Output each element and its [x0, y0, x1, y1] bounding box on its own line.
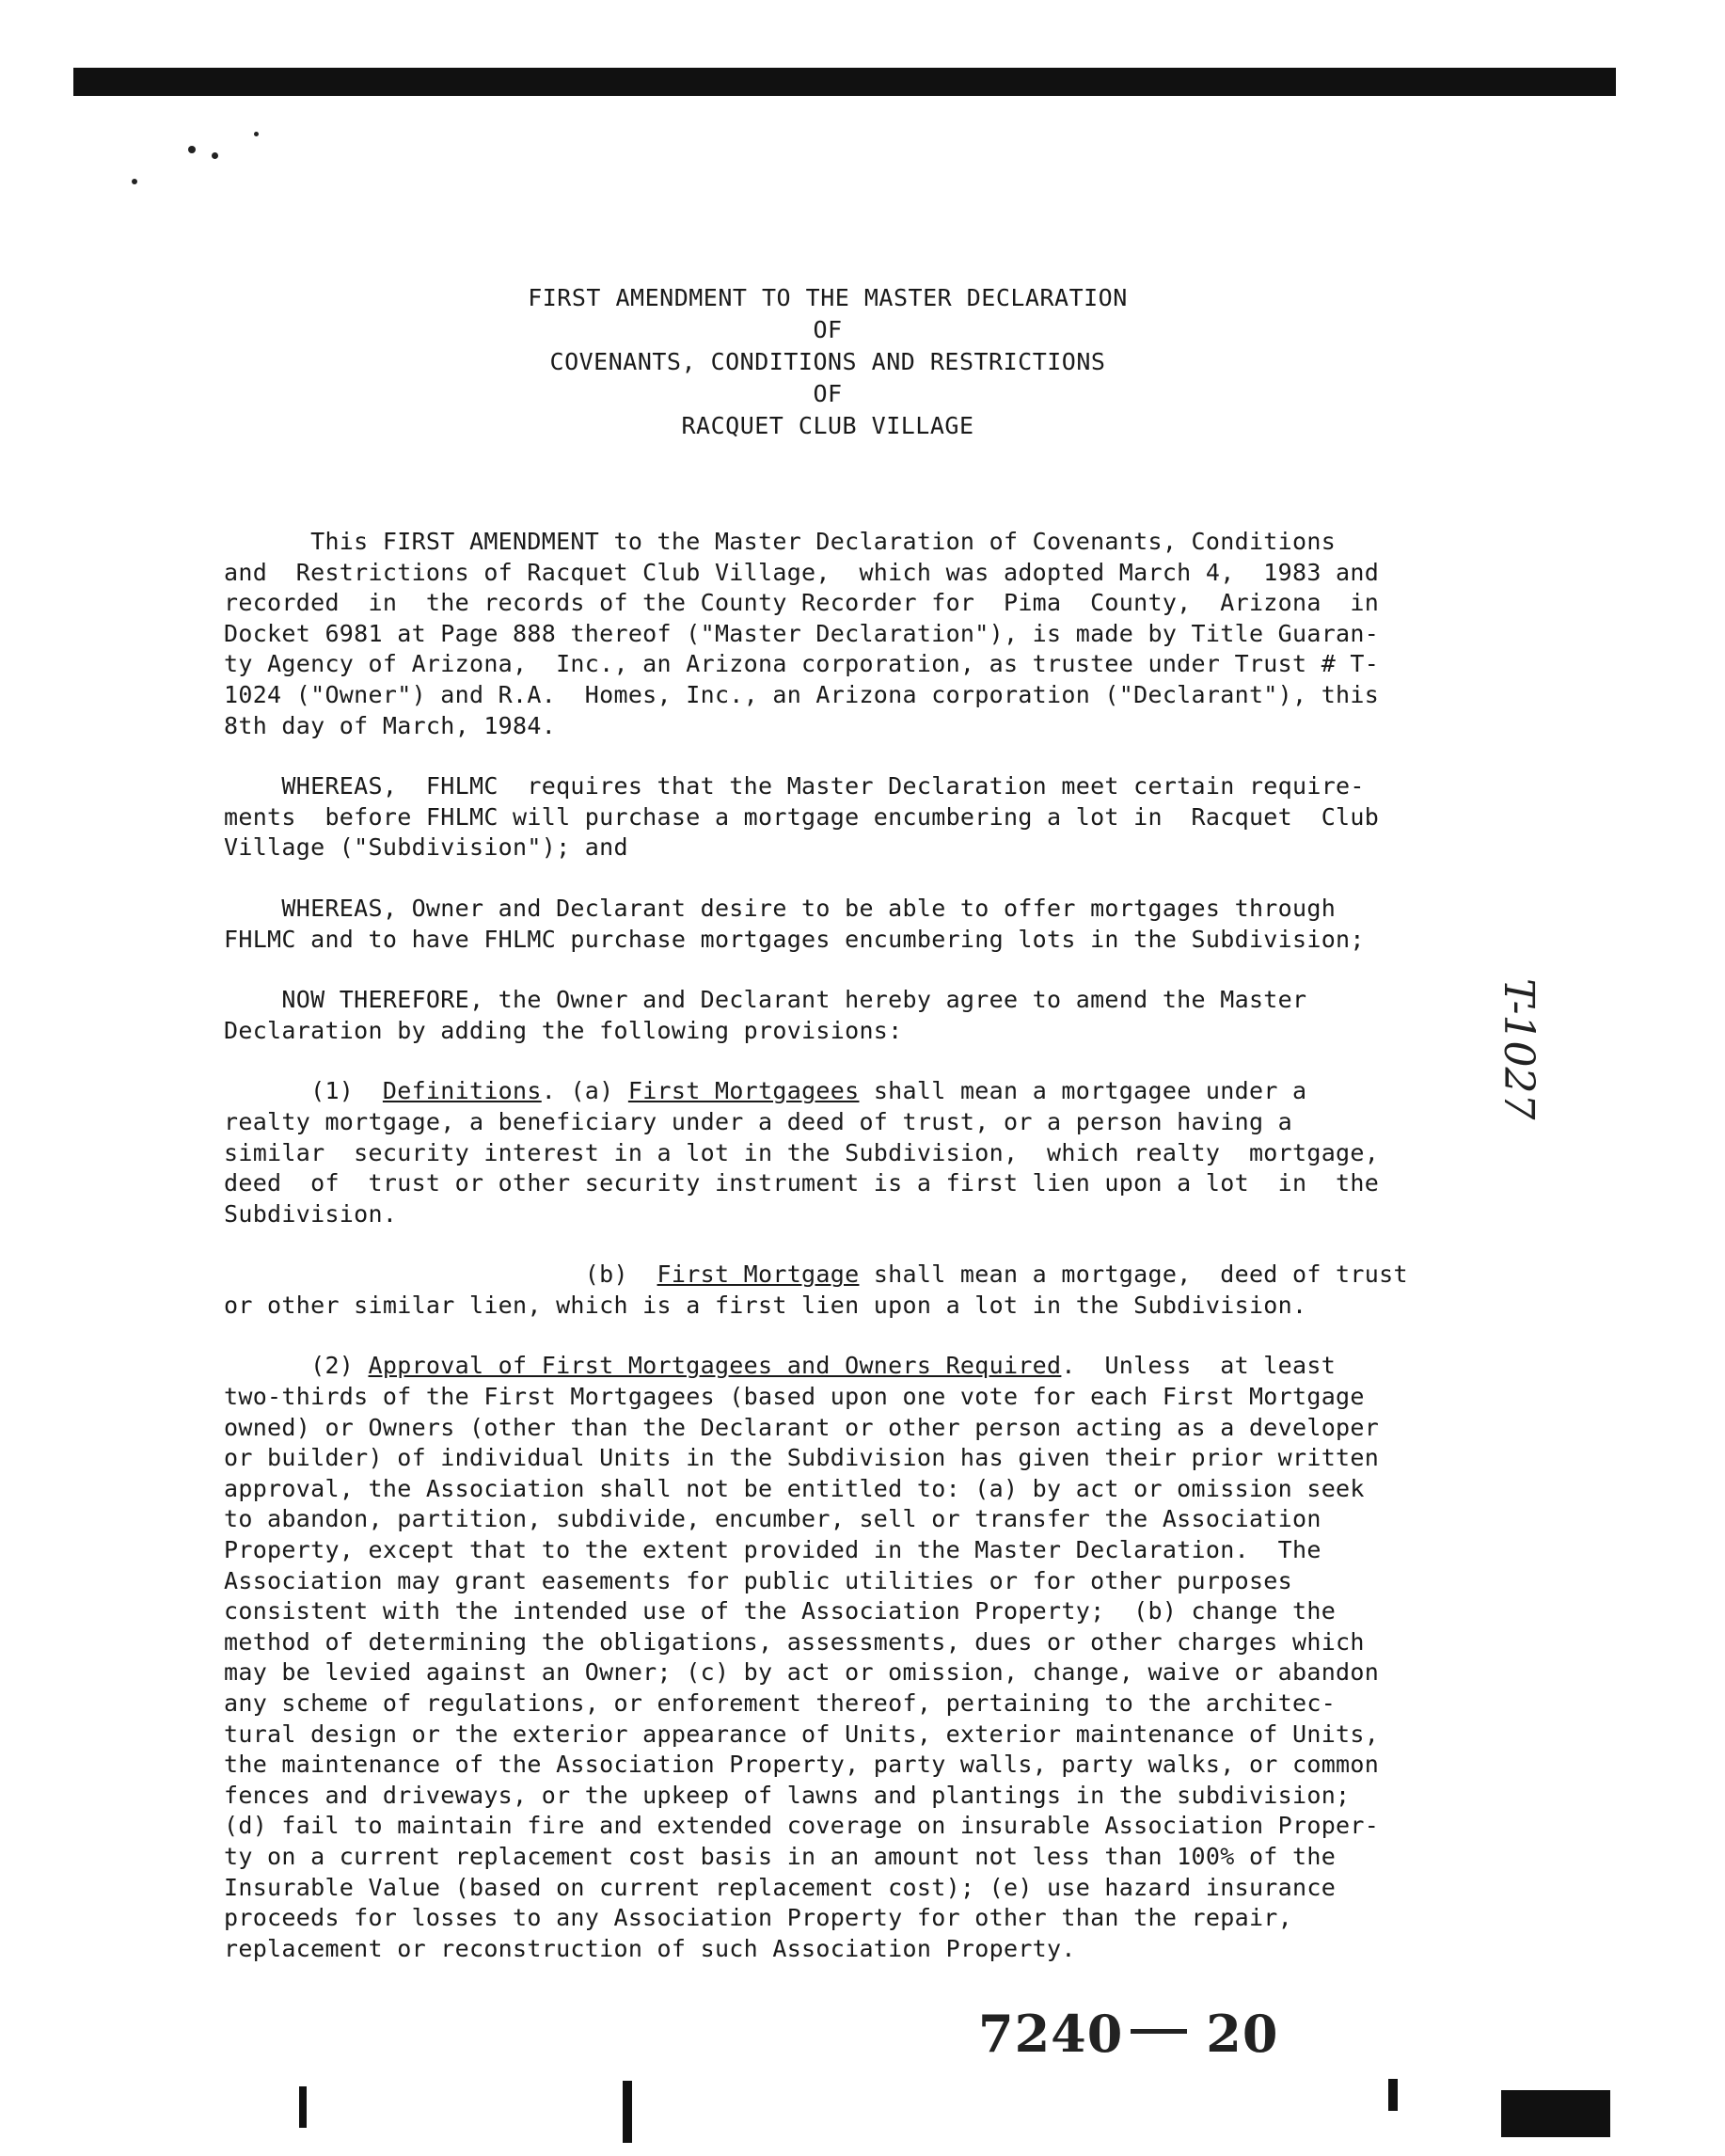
scan-mark: [1501, 2090, 1610, 2137]
text-line: method of determining the obligations, assessments, dues or other charges which: [224, 1627, 1365, 1656]
document-title: [0, 282, 1655, 442]
definitions-heading: Definitions: [382, 1077, 542, 1105]
text-line: Docket 6981 at Page 888 thereof ("Master Declaration"), is made by Title Guaran-: [224, 619, 1380, 647]
definitions-paragraph: [224, 1076, 1447, 1229]
text-line: deed of trust or other security instrument is a first lien upon a lot in the: [224, 1169, 1380, 1197]
scan-mark: [299, 2086, 307, 2128]
page-number: 20: [1206, 2004, 1279, 2064]
text-line: (d) fail to maintain fire and extended coverage on insurable Association Proper-: [224, 1812, 1380, 1840]
docket-number: 7240: [978, 2004, 1124, 2064]
text-line: tural design or the exterior appearance of Units, exterior maintenance of Units,: [224, 1720, 1380, 1748]
scan-speck: [132, 179, 137, 184]
text-line: Village ("Subdivision"); and: [224, 833, 628, 862]
text-line: recorded in the records of the County Recorder for Pima County, Arizona in: [224, 589, 1380, 617]
text-line: similar security interest in a lot in the Subdivision, which realty mortgage,: [224, 1138, 1380, 1166]
text-line: Declaration by adding the following provisions:: [224, 1016, 903, 1044]
text-span: shall mean a mortgagee under a: [859, 1077, 1307, 1105]
text-line: 1024 ("Owner") and R.A. Homes, Inc., an Arizona corporation ("Declarant"), this: [224, 680, 1380, 708]
text-line: and Restrictions of Racquet Club Village, which was adopted March 4, 1983 and: [224, 558, 1380, 586]
scan-mark: [1388, 2079, 1398, 2111]
handwritten-side-note: T-1027: [1495, 978, 1543, 1120]
text-line: or builder) of individual Units in the Subdivision has given their prior written: [224, 1444, 1380, 1472]
text-line: This FIRST AMENDMENT to the Master Declaration of Covenants, Conditions: [224, 528, 1337, 555]
text-line: the maintenance of the Association Property, party walls, party walks, or common: [224, 1751, 1380, 1779]
text-line: realty mortgage, a beneficiary under a deed of trust, or a person having a: [224, 1107, 1292, 1135]
text-line: proceeds for losses to any Association Property for other than the repair,: [224, 1904, 1292, 1932]
text-line: or other similar lien, which is a first lien upon a lot in the Subdivision.: [224, 1291, 1307, 1319]
scan-speck: [188, 146, 196, 153]
text-line: Property, except that to the extent provided in the Master Declaration. The: [224, 1536, 1321, 1564]
title-line: OF: [813, 380, 843, 407]
section-number: (1): [224, 1077, 383, 1105]
docket-stamp: [978, 2004, 1278, 2064]
text-line: [224, 1076, 1447, 1107]
text-line: approval, the Association shall not be entitled to: (a) by act or omission seek: [224, 1474, 1365, 1502]
scan-top-bar: [73, 68, 1616, 96]
text-line: [224, 1351, 1447, 1382]
text-span: . (a): [541, 1077, 628, 1105]
text-line: replacement or reconstruction of such Association Property.: [224, 1934, 1076, 1962]
scan-speck: [212, 152, 218, 159]
now-therefore-paragraph: [224, 985, 1447, 1046]
text-line: NOW THEREFORE, the Owner and Declarant hereby agree to amend the Master: [224, 986, 1307, 1014]
text-line: consistent with the intended use of the Association Property; (b) change the: [224, 1597, 1337, 1625]
text-line: two-thirds of the First Mortgagees (based upon one vote for each First Mortgage: [224, 1383, 1365, 1411]
title-line: RACQUET CLUB VILLAGE: [681, 412, 974, 439]
scan-mark: [623, 2081, 632, 2143]
text-line: fences and driveways, or the upkeep of lawns and plantings in the subdivision;: [224, 1781, 1351, 1809]
defined-term: First Mortgagees: [627, 1077, 860, 1105]
text-line: [224, 1260, 1447, 1291]
text-line: Insurable Value (based on current replacement cost); (e) use hazard insurance: [224, 1873, 1337, 1901]
text-span: (b): [224, 1260, 657, 1289]
section-number: (2): [224, 1352, 369, 1380]
title-line: COVENANTS, CONDITIONS AND RESTRICTIONS: [549, 348, 1106, 375]
intro-paragraph: [224, 527, 1447, 741]
text-line: Association may grant easements for public utilities or for other purposes: [224, 1566, 1292, 1594]
text-line: FHLMC and to have FHLMC purchase mortgages encumbering lots in the Subdivision;: [224, 925, 1365, 953]
whereas-paragraph-2: [224, 894, 1447, 955]
scan-speck: [254, 132, 259, 136]
text-line: WHEREAS, FHLMC requires that the Master Declaration meet certain require-: [224, 772, 1365, 801]
text-line: Subdivision.: [224, 1199, 398, 1228]
text-line: owned) or Owners (other than the Declarant or other person acting as a developer: [224, 1413, 1380, 1441]
text-span: . Unless at least: [1061, 1352, 1337, 1380]
text-line: any scheme of regulations, or enforement thereof, pertaining to the architec-: [224, 1689, 1337, 1717]
text-span: shall mean a mortgage, deed of trust: [859, 1260, 1408, 1289]
title-line: FIRST AMENDMENT TO THE MASTER DECLARATION: [528, 284, 1128, 311]
approval-paragraph: [224, 1351, 1447, 1964]
definition-b-paragraph: [224, 1260, 1447, 1321]
approval-heading: Approval of First Mortgagees and Owners Required: [368, 1352, 1062, 1380]
text-line: 8th day of March, 1984.: [224, 711, 557, 739]
text-line: ments before FHLMC will purchase a mortgage encumbering a lot in Racquet Club: [224, 802, 1380, 831]
text-line: to abandon, partition, subdivide, encumber, sell or transfer the Association: [224, 1505, 1321, 1533]
title-line: OF: [813, 316, 843, 343]
defined-term: First Mortgage: [657, 1260, 860, 1289]
text-line: ty Agency of Arizona, Inc., an Arizona corporation, as trustee under Trust # T-: [224, 650, 1380, 678]
text-line: may be levied against an Owner; (c) by act or omission, change, waive or abandon: [224, 1658, 1380, 1687]
text-line: WHEREAS, Owner and Declarant desire to be able to offer mortgages through: [224, 894, 1337, 922]
stamp-separator: [1131, 2029, 1187, 2034]
whereas-paragraph-1: [224, 771, 1447, 864]
text-line: ty on a current replacement cost basis in an amount not less than 100% of the: [224, 1842, 1337, 1870]
document-body: [224, 527, 1447, 1994]
